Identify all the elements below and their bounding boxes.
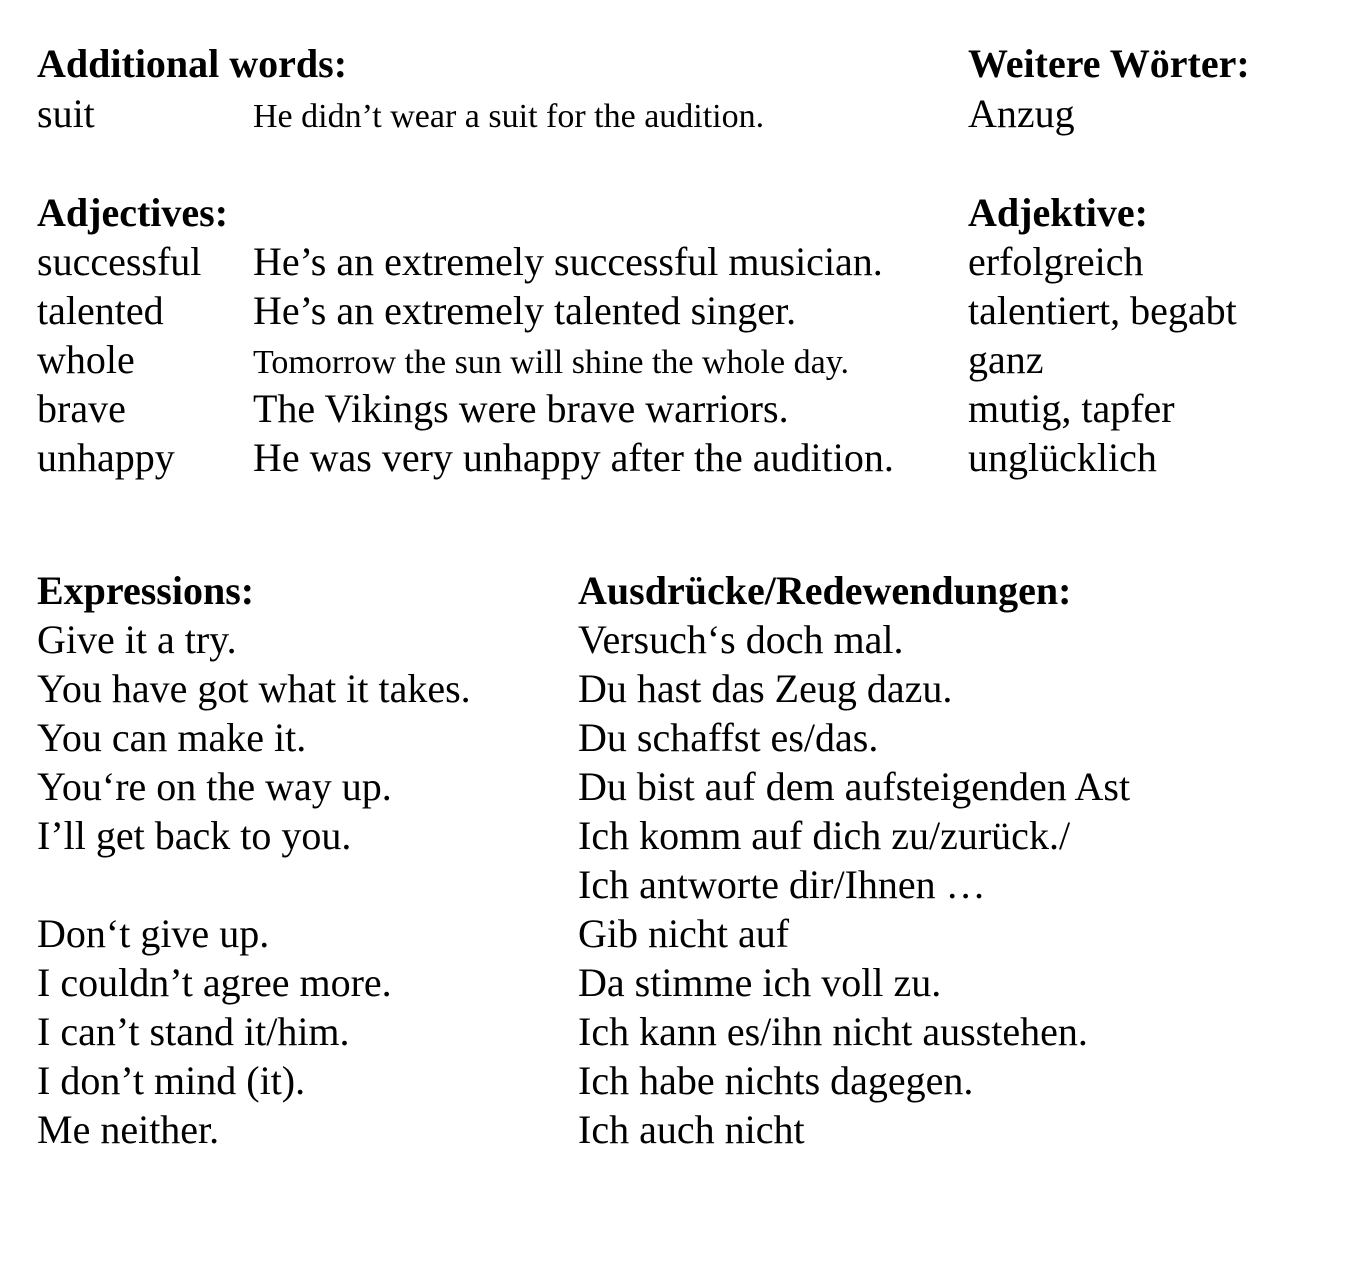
vocab-word: suit bbox=[37, 91, 95, 136]
expression-de: Ich kann es/ihn nicht ausstehen. bbox=[578, 1009, 1088, 1054]
vocab-example: The Vikings were brave warriors. bbox=[253, 386, 789, 431]
adjectives-heading: Adjectives: bbox=[37, 190, 229, 235]
vocab-translation: unglücklich bbox=[968, 435, 1157, 480]
expression-en: I couldn’t agree more. bbox=[37, 960, 392, 1005]
expression-en: You can make it. bbox=[37, 715, 307, 760]
expression-de: Du schaffst es/das. bbox=[578, 715, 879, 760]
vocab-example: Tomorrow the sun will shine the whole day. bbox=[253, 344, 849, 381]
expression-de: Ich auch nicht bbox=[578, 1107, 805, 1152]
expression-de: Ich komm auf dich zu/zurück./ bbox=[578, 813, 1071, 858]
ausdruecke-heading: Ausdrücke/Redewendungen: bbox=[578, 568, 1072, 613]
vocab-word: brave bbox=[37, 386, 126, 431]
expression-en: I can’t stand it/him. bbox=[37, 1009, 350, 1054]
expression-de: Gib nicht auf bbox=[578, 911, 790, 956]
expression-en: You have got what it takes. bbox=[37, 666, 471, 711]
expression-de: Ich habe nichts dagegen. bbox=[578, 1058, 974, 1103]
vocab-word: talented bbox=[37, 288, 164, 333]
expression-en: Don‘t give up. bbox=[37, 911, 270, 956]
expression-en: Me neither. bbox=[37, 1107, 220, 1152]
vocab-word: successful bbox=[37, 239, 202, 284]
vocab-translation: erfolgreich bbox=[968, 239, 1144, 284]
expression-en: I’ll get back to you. bbox=[37, 813, 352, 858]
weitere-woerter-heading: Weitere Wörter: bbox=[968, 41, 1250, 86]
vocab-example: He didn’t wear a suit for the audition. bbox=[253, 98, 765, 135]
vocab-translation: mutig, tapfer bbox=[968, 386, 1175, 431]
expression-de: Du hast das Zeug dazu. bbox=[578, 666, 953, 711]
expression-en: You‘re on the way up. bbox=[37, 764, 392, 809]
expression-en: I don’t mind (it). bbox=[37, 1058, 306, 1103]
expression-en: Give it a try. bbox=[37, 617, 237, 662]
additional-words-heading: Additional words: bbox=[37, 41, 348, 86]
vocab-word: unhappy bbox=[37, 435, 175, 480]
vocab-word: whole bbox=[37, 337, 135, 382]
vocab-example: He was very unhappy after the audition. bbox=[253, 435, 894, 480]
vocab-example: He’s an extremely successful musician. bbox=[253, 239, 883, 284]
adjektive-heading: Adjektive: bbox=[968, 190, 1148, 235]
expression-de: Versuch‘s doch mal. bbox=[578, 617, 904, 662]
vocab-translation: talentiert, begabt bbox=[968, 288, 1237, 333]
vocab-translation: Anzug bbox=[968, 91, 1075, 136]
expressions-heading: Expressions: bbox=[37, 568, 255, 613]
vocab-translation: ganz bbox=[968, 337, 1044, 382]
expression-de: Ich antworte dir/Ihnen … bbox=[578, 862, 986, 907]
expression-de: Du bist auf dem aufsteigenden Ast bbox=[578, 764, 1131, 809]
vocab-example: He’s an extremely talented singer. bbox=[253, 288, 797, 333]
expression-de: Da stimme ich voll zu. bbox=[578, 960, 942, 1005]
